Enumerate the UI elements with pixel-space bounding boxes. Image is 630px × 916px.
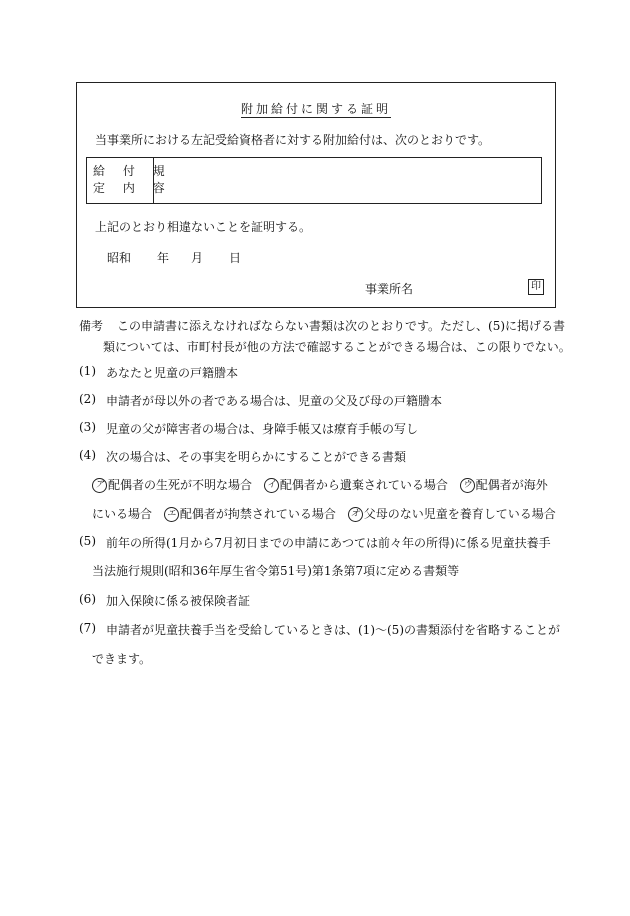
office-name-label: 事業所名 (365, 282, 414, 296)
circled-mark: ア (92, 478, 107, 493)
notes-line1: この申請書に添えなければならない書類は次のとおりです。ただし、(5)に掲げる書 (117, 319, 566, 333)
certificate-intro: 当事業所における左記受給資格者に対する附加給付は、次のとおりです。 (95, 133, 491, 147)
kyufu-content-field[interactable] (154, 158, 541, 203)
circled-mark: ウ (460, 478, 475, 493)
date-month-unit: 月 (191, 251, 204, 265)
item5-continuation: 当法施行規則(昭和36年厚生省令第51号)第1条第7項に定める書類等 (92, 564, 460, 578)
certificate-box (76, 82, 556, 308)
item4-sub-line2: にいる場合 エ 配偶者が拘禁されている場合 オ 父母のない児童を養育している場合 (92, 507, 556, 521)
circled-mark: オ (348, 507, 363, 522)
kyufu-label: 給 付 規 定 内 容 (87, 158, 154, 203)
date-year-unit: 年 (157, 251, 170, 265)
date-era: 昭和 (107, 251, 132, 265)
circled-mark: エ (164, 507, 179, 522)
certificate-title: 附加給付に関する証明 (240, 102, 391, 116)
kyufu-table (86, 157, 542, 204)
circled-mark: イ (264, 478, 279, 493)
notes-heading: 備考 (79, 319, 104, 333)
item7-continuation: できます。 (92, 652, 152, 666)
notes-section (79, 316, 571, 358)
item4-sub-line1: ア 配偶者の生死が不明な場合 イ 配偶者から遺棄されている場合 ウ 配偶者が海外 (92, 476, 548, 493)
certify-text: 上記のとおり相違ないことを証明する。 (95, 220, 312, 234)
date-day-unit: 日 (229, 251, 242, 265)
seal-mark: 印 (528, 279, 544, 295)
notes-line2: 類については、市町村長が他の方法で確認することができる場合は、この限りでない。 (103, 340, 571, 354)
